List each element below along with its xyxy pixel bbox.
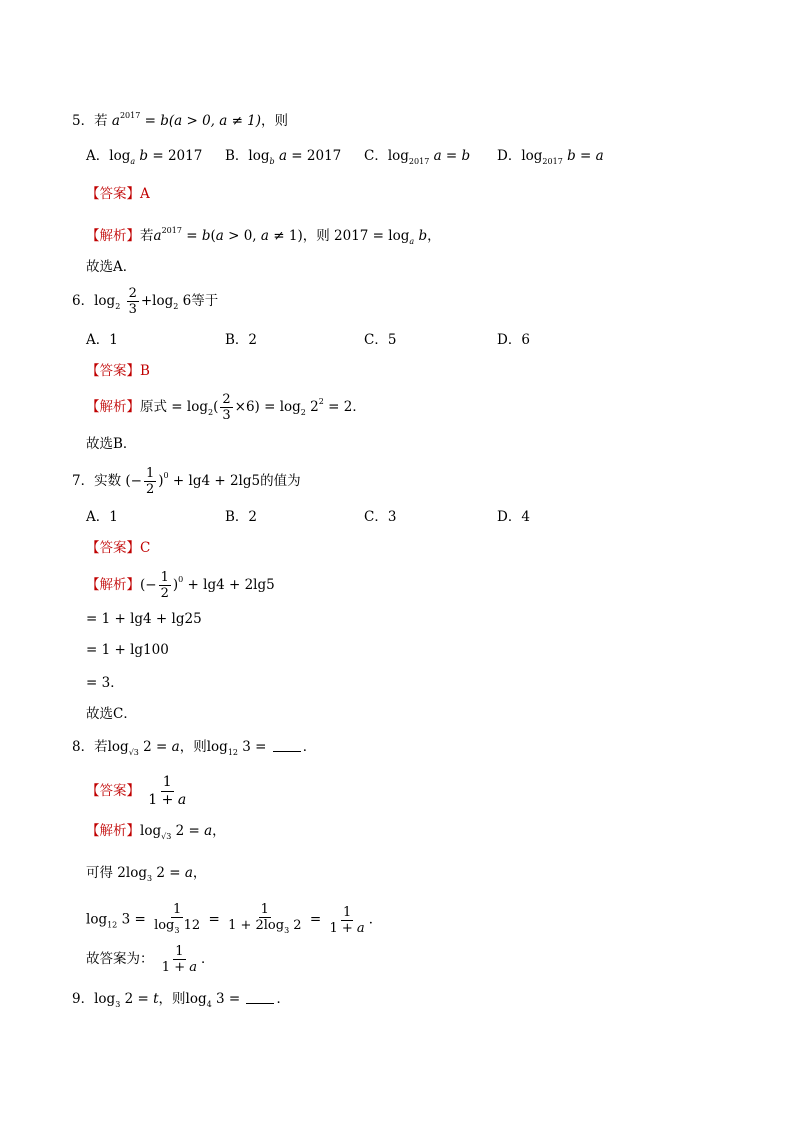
q6-answer bbox=[86, 361, 150, 381]
q5-analysis: 【解析】若$a^{2017} = b(a > 0$, a ≠ 1)，则 $2017 = \log_a b$， bbox=[86, 226, 441, 246]
q7-option-d: D．4 bbox=[497, 509, 530, 525]
q7-option-a: A．1 bbox=[86, 509, 118, 525]
q7-step-2: = 1 + lg100 bbox=[86, 642, 169, 658]
q8-number: 8． bbox=[72, 739, 95, 755]
q8-analysis: 【解析】$\log_{√3} 2 = a$， bbox=[86, 823, 226, 841]
q5-option-d: D．$\log_{2017} b = a$ bbox=[497, 148, 604, 166]
q9-stem: 9．$\log_3 2 = t$，则$\log_4 3$ = ． bbox=[72, 991, 290, 1009]
q5-cond: b(a > 0, a ≠ 1) bbox=[160, 113, 262, 129]
q6-conclusion: 故选B． bbox=[86, 436, 137, 452]
q5-conclusion: 故选A． bbox=[86, 259, 137, 275]
q7-conclusion: 故选C． bbox=[86, 706, 137, 722]
q6-number: 6． bbox=[72, 293, 95, 309]
q7-step-3: = 3． bbox=[86, 675, 124, 691]
analysis-tag: 【解析】 bbox=[86, 228, 140, 244]
analysis-tag: 【解析】 bbox=[86, 823, 140, 839]
q8-stem: 8．若$\log_{√3} 2 = a$，则$\log_{12} 3$ = ． bbox=[72, 739, 317, 757]
q5-option-b: B．$\log_b a = 2017$ bbox=[225, 148, 342, 166]
q6-option-b: B．2 bbox=[225, 332, 258, 348]
q5-option-c: C．$\log_{2017} a = b$ bbox=[364, 148, 471, 166]
q6-stem: 6．$\log_2$ $\frac{2}{3}$ $+\log_2$ 6等于 bbox=[72, 286, 219, 317]
q8-step-1: 可得 $2\log_3$ 2 = a， bbox=[86, 865, 207, 883]
q6-analysis: 【解析】原式 = $\log_2$( $\frac{2}{3}$ $\times 6) = \log_2 2^2 = 2$． bbox=[86, 392, 366, 423]
q5-option-a: A．$\log_a b = 2017$ bbox=[86, 148, 203, 166]
q7-answer-value: C bbox=[140, 540, 151, 556]
q5-suffix: ，则 bbox=[261, 113, 289, 129]
q8-step-2: $\log_{12} 3$ = $\frac{1}{\log_3 12}$ = $\frac{1}{1 + 2\log_3 2}$ = $\frac{1}{1 + a}$ ． bbox=[86, 902, 383, 936]
answer-tag: 【答案】 bbox=[86, 186, 140, 202]
q8-conclusion: 故答案为： $\frac{1}{1 + a}$ ． bbox=[86, 944, 215, 975]
q7-stem: 7．实数 (− $\frac{1}{2}$ )$^0$ + lg4 + 2lg5的值为 bbox=[72, 466, 301, 497]
q5-prefix: 若 bbox=[94, 113, 108, 129]
q5-stem: 5．若 $a^{2017} = b(a > 0$, a ≠ 1)，则 bbox=[72, 111, 289, 129]
q7-number: 7． bbox=[72, 473, 95, 489]
analysis-tag: 【解析】 bbox=[86, 577, 140, 593]
q8-answer bbox=[86, 774, 190, 809]
q7-option-c: C．3 bbox=[364, 509, 397, 525]
q5-answer bbox=[86, 184, 150, 204]
q9-blank bbox=[246, 991, 274, 1004]
answer-tag: 【答案】 bbox=[86, 783, 140, 799]
q5-answer-value: A bbox=[140, 186, 150, 202]
analysis-tag: 【解析】 bbox=[86, 399, 140, 415]
q7-step-1: = 1 + lg4 + lg25 bbox=[86, 611, 202, 627]
answer-tag: 【答案】 bbox=[86, 363, 140, 379]
q8-conclusion-prefix: 故答案为： bbox=[86, 951, 154, 967]
answer-tag: 【答案】 bbox=[86, 540, 140, 556]
q7-option-b: B．2 bbox=[225, 509, 258, 525]
q9-number: 9． bbox=[72, 991, 95, 1007]
q6-option-a: A．1 bbox=[86, 332, 118, 348]
q6-option-c: C．5 bbox=[364, 332, 397, 348]
q7-answer bbox=[86, 538, 150, 558]
q5-number: 5． bbox=[72, 113, 95, 129]
q7-analysis: 【解析】(− $\frac{1}{2}$ )$^0$ + lg4 + 2lg5 bbox=[86, 570, 275, 601]
q8-answer-fraction: $\frac{1}{1 + a}$ bbox=[148, 774, 187, 808]
q6-answer-value: B bbox=[140, 363, 150, 379]
q6-option-d: D．6 bbox=[497, 332, 530, 348]
q8-blank bbox=[273, 739, 301, 752]
